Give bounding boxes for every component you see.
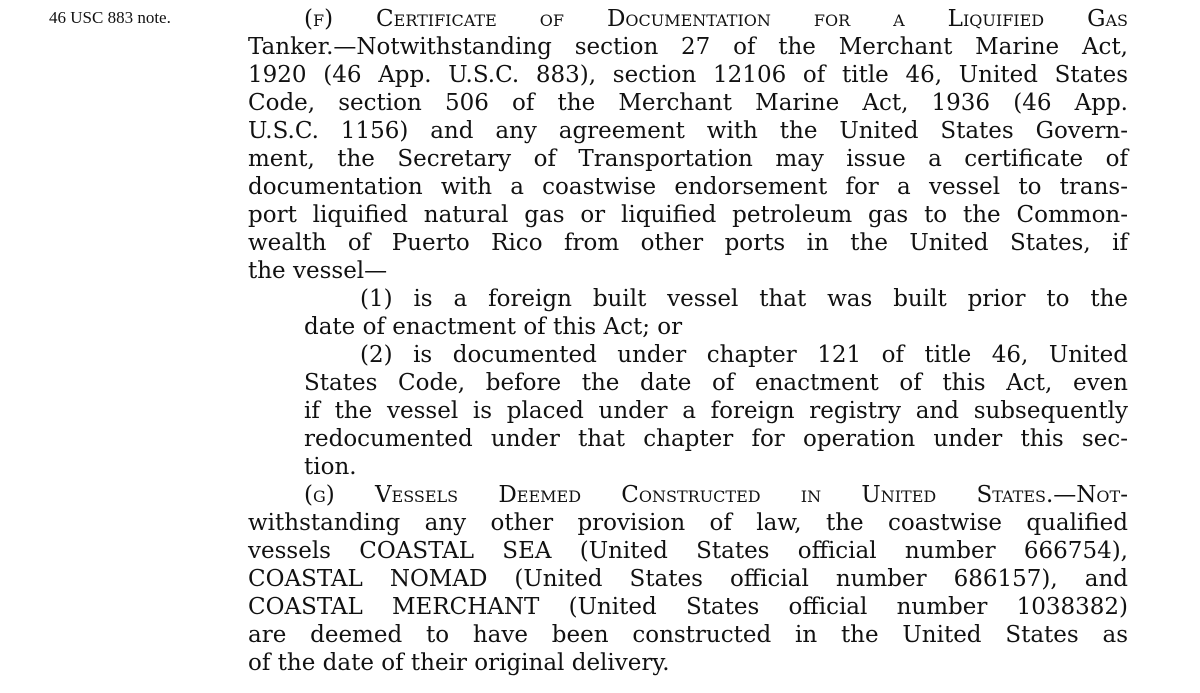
paragraph-1-first-line: (1) is a foreign built vessel that was built prior to the [360,286,1128,312]
text-line: 1920 (46 App. U.S.C. 883), section 12106 of title 46, United States [248,62,1128,88]
paragraph-2-first-line: (2) is documented under chapter 121 of title 46, United [360,342,1128,368]
statute-text [248,5,1128,677]
text-line: ment, the Secretary of Transportation may issue a certificate of [248,146,1128,172]
text-line: States Code, before the date of enactment of this Act, even [304,370,1128,396]
text-line: COASTAL MERCHANT (United States official number 1038382) [248,594,1128,620]
text-line: the vessel— [248,258,388,284]
text-line: of the date of their original delivery. [248,650,670,676]
text-line: vessels COASTAL SEA (United States official number 666754), [248,538,1128,564]
text-line: are deemed to have been constructed in the United States as [248,622,1128,648]
text-line: wealth of Puerto Rico from other ports in the United States, if [248,230,1128,256]
subsection-f-heading-line: (f) Certificate of Documentation for a Liquified Gas [304,6,1128,32]
paragraph-2 [248,341,1128,481]
text-line: tion. [304,454,357,480]
text-line: withstanding any other provision of law, the coastwise qualified [248,510,1128,536]
text-line: Tanker.—Notwithstanding section 27 of the Merchant Marine Act, [248,34,1128,60]
text-line: U.S.C. 1156) and any agreement with the United States Govern- [248,118,1128,144]
subsection-g [248,481,1128,677]
text-line: Code, section 506 of the Merchant Marine Act, 1936 (46 App. [248,90,1128,116]
text-line: if the vessel is placed under a foreign registry and subsequently [304,398,1128,424]
text-line: redocumented under that chapter for operation under this sec- [304,426,1128,452]
paragraph-1 [248,285,1128,341]
margin-citation-note: 46 USC 883 note. [49,8,171,27]
text-line: COASTAL NOMAD (United States official number 686157), and [248,566,1128,592]
text-line: port liquified natural gas or liquified petroleum gas to the Common- [248,202,1128,228]
text-line: documentation with a coastwise endorsement for a vessel to trans- [248,174,1128,200]
subsection-g-heading-line: (g) Vessels Deemed Constructed in United States.—Not- [304,482,1128,508]
text-line: date of enactment of this Act; or [304,314,683,340]
subsection-f [248,5,1128,285]
